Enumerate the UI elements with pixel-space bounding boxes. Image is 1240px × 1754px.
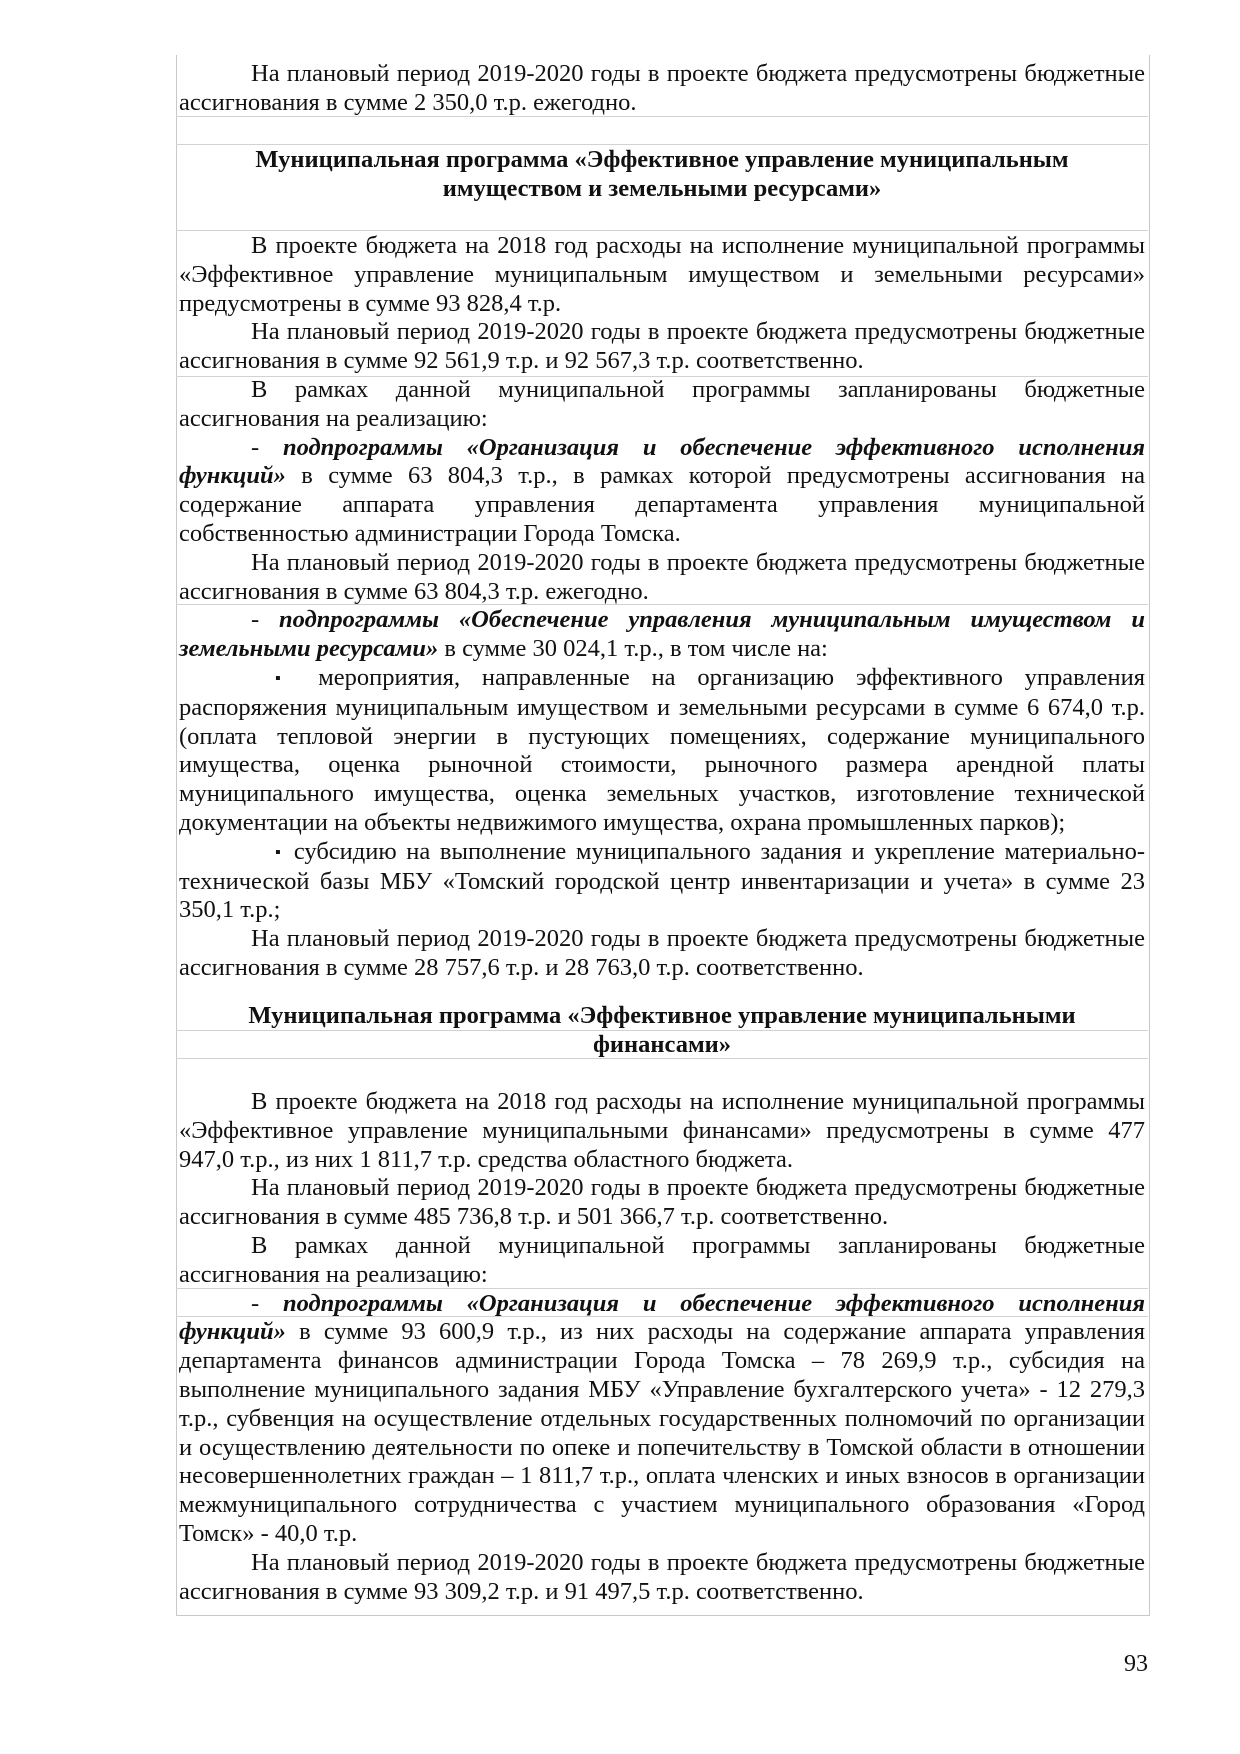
bullet-item: ▪ субсидию на выполнение муниципального задания и укрепление материально-технической базы МБУ «Томский городской центр инвентаризации и учета» в сумме 23 350,1 т.р.; <box>179 837 1145 924</box>
subprogram-name: подпрограммы «Обеспечение управления муниципальным имуществом и земельными ресурсами» <box>179 606 1145 663</box>
subprogram-name: подпрограммы «Организация и обеспечение эффективного исполнения функций» <box>179 1289 1145 1346</box>
square-bullet-icon: ▪ <box>275 669 297 687</box>
section-heading: Муниципальная программа «Эффективное управление муниципальным имуществом и земельными ресурсами» <box>255 146 1069 202</box>
section-finance-body <box>179 1088 1145 1606</box>
paragraph: На плановый период 2019-2020 годы в проекте бюджета предусмотрены бюджетные ассигнования в сумме 28 757,6 т.р. и 28 763,0 т.р. соответственно. <box>179 925 1145 981</box>
paragraph: На плановый период 2019-2020 годы в проекте бюджета предусмотрены бюджетные ассигнования в сумме 93 309,2 т.р. и 91 497,5 т.р. соответственно. <box>179 1548 1145 1605</box>
paragraph: На плановый период 2019-2020 годы в проекте бюджета предусмотрены бюджетные ассигнования в сумме 63 804,3 т.р. ежегодно. <box>179 548 1145 605</box>
section-finance-program <box>179 1002 1145 1060</box>
page-number: 93 <box>1124 1651 1148 1677</box>
section-heading: Муниципальная программа «Эффективное управление муниципальными финансами» <box>248 1002 1076 1058</box>
paragraph: В рамках данной муниципальной программы запланированы бюджетные ассигнования на реализацию: <box>179 375 1145 432</box>
subprogram-paragraph: - подпрограммы «Организация и обеспечение эффективного исполнения функций» в сумме 93 600,9 т.р., из них расходы на содержание аппарата управления департамента финансов администрации Города Томска – 78 269,9 т.р., субсидия на выполнение муниципального задания МБУ «Управление бухгалтерского учета» - 12 279,3 т.р., субвенция на осуществление отдельных государственных полномочий по организации и осуществлению деятельности по опеке и попечительству в Томской области в отношении несовершеннолетних граждан – 1 811,7 т.р., оплата членских и иных взносов в организации межмуниципального сотрудничества с участием муниципального образования «Город Томск» - 40,0 т.р. <box>179 1289 1145 1547</box>
section-property-program <box>179 146 1145 204</box>
subprogram-paragraph: - подпрограммы «Обеспечение управления муниципальным имуществом и земельными ресурсами» в сумме 30 024,1 т.р., в том числе на: <box>179 606 1145 663</box>
section-previous-tail <box>179 60 1145 118</box>
paragraph: В проекте бюджета на 2018 год расходы на исполнение муниципальной программы «Эффективное управление муниципальными финансами» предусмотрены в сумме 477 947,0 т.р., из них 1 811,7 т.р. средства областного бюджета. <box>179 1088 1145 1173</box>
subprogram-name: подпрограммы «Организация и обеспечение эффективного исполнения функций» <box>179 433 1145 490</box>
table-rule <box>176 230 1148 231</box>
paragraph: На плановый период 2019-2020 годы в проекте бюджета предусмотрены бюджетные ассигнования в сумме 485 736,8 т.р. и 501 366,7 т.р. соответственно. <box>179 1174 1145 1231</box>
square-bullet-icon: ▪ <box>275 843 285 861</box>
section-property-body <box>179 232 1145 983</box>
subprogram-paragraph: - подпрограммы «Организация и обеспечение эффективного исполнения функций» в сумме 63 804,3 т.р., в рамках которой предусмотрены ассигнования на содержание аппарата управления департамента управления муниципальной собственностью администрации Города Томска. <box>179 433 1145 547</box>
paragraph: В рамках данной муниципальной программы запланированы бюджетные ассигнования на реализацию: <box>179 1231 1145 1288</box>
bullet-item: ▪ мероприятия, направленные на организацию эффективного управления распоряжения муниципальным имуществом и земельными ресурсами в сумме 6 674,0 т.р. (оплата тепловой энергии в пустующих помещениях, содержание муниципального имущества, оценка рыночной стоимости, рыночного размера арендной платы муниципального имущества, оценка земельных участков, изготовление технической документации на объекты недвижимого имущества, охрана промышленных парков); <box>179 663 1145 836</box>
paragraph: В проекте бюджета на 2018 год расходы на исполнение муниципальной программы «Эффективное управление муниципальным имуществом и земельными ресурсами» предусмотрены в сумме 93 828,4 т.р. <box>179 232 1145 317</box>
paragraph: На плановый период 2019-2020 годы в проекте бюджета предусмотрены бюджетные ассигнования в сумме 2 350,0 т.р. ежегодно. <box>179 60 1145 116</box>
table-rule <box>176 144 1148 145</box>
paragraph: На плановый период 2019-2020 годы в проекте бюджета предусмотрены бюджетные ассигнования в сумме 92 561,9 т.р. и 92 567,3 т.р. соответственно. <box>179 318 1145 375</box>
